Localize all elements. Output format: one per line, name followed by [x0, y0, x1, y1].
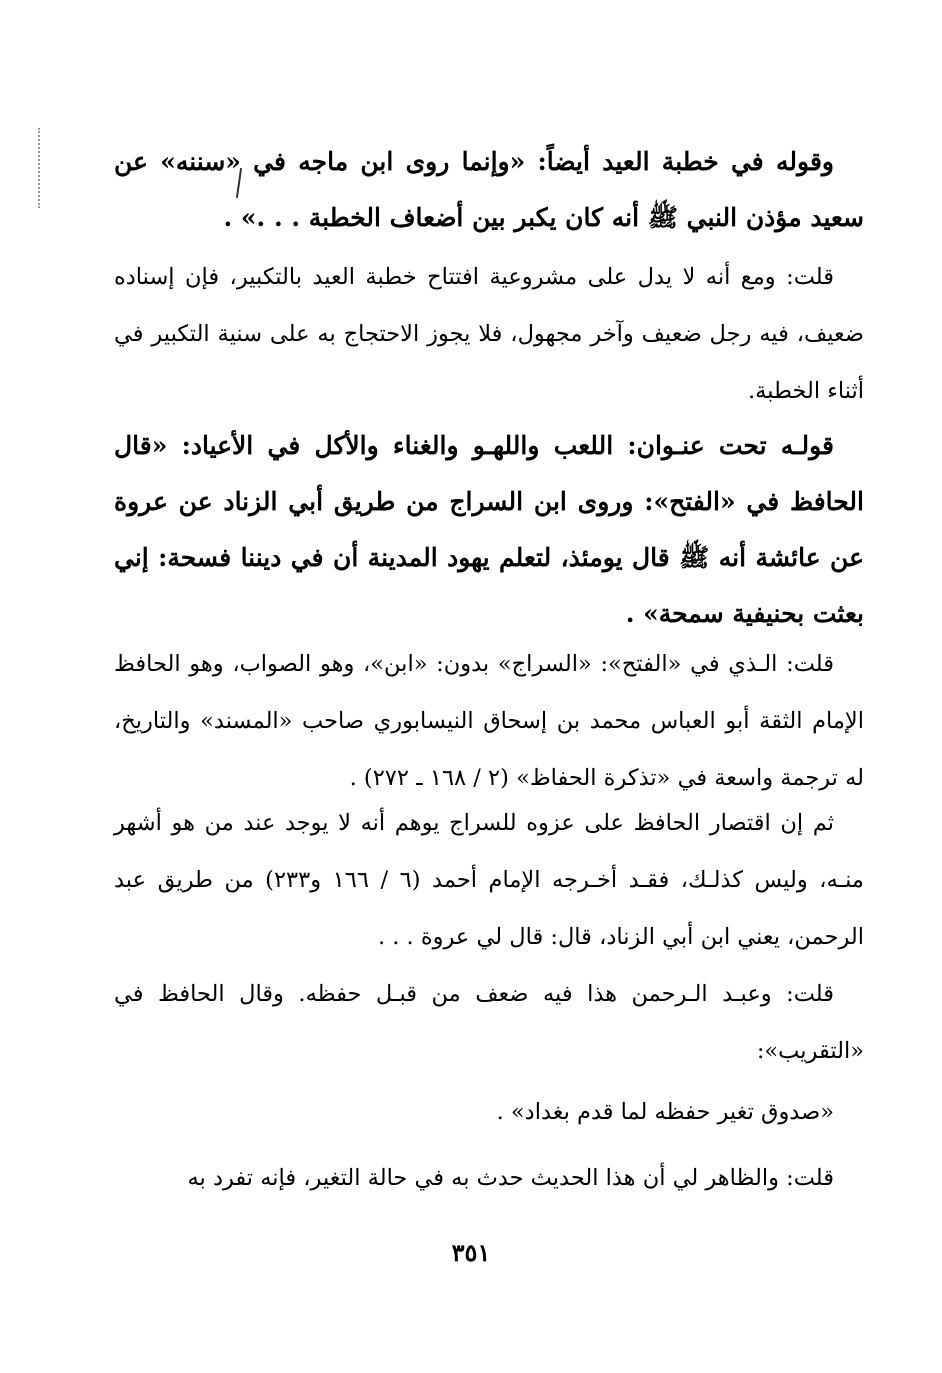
- paragraph-ahmad-takhrij: ثم إن اقتصار الحافظ على عزوه للسراج يوهم أنه لا يوجد عند من هو أشهر منـه، وليس كذلـك، فقـد أخـرجه الإمام أحمد (٦ / ١٦٦ و٢٣٣) من طريق عبد الرحمن، يعني ابن أبي الزناد، قال: قال لي عروة . . .: [114, 810, 864, 950]
- paragraph-eid-sermon-quote: وقوله في خطبة العيد أيضاً: «وإنما روى ابن ماجه في «سننه» عن سعيد مؤذن النبي ﷺ أنه كان يكبر بين أضعاف الخطبة . . .» .: [114, 147, 864, 232]
- paragraph-isnad-weakness: قلت: ومع أنه لا يدل على مشروعية افتتاح خطبة العيد بالتكبير، فإن إسناده ضعيف، فيه رجل ضعيف وآخر مجهول، فلا يجوز الاحتجاج به على سنية التكبير في أثناء الخطبة.: [114, 264, 864, 404]
- margin-dots: [38, 128, 44, 208]
- paragraph-play-and-festivals-quote: قولـه تحت عنـوان: اللعب واللهـو والغناء والأكل في الأعياد: «قال الحافظ في «الفتح»: وروى ابن السراج من طريق أبي الزناد عن عروة عن عائشة أنه ﷺ قال يومئذ، لتعلم يهود المدينة أن في ديننا فسحة: إني بعثت بحنيفية سمحة» .: [114, 431, 864, 628]
- paragraph-abdulrahman-weakness: قلت: وعبـد الـرحمن هذا فيه ضعف من قبـل حفظه. وقال الحافظ في «التقريب»:: [114, 981, 864, 1064]
- paragraph-taqrib-quote: «صدوق تغير حفظه لما قدم بغداد» .: [496, 1099, 834, 1125]
- page-number: ٣٥١: [451, 1238, 491, 1267]
- paragraph-al-sarraj-correction: قلت: الـذي في «الفتح»: «السراج» بدون: «ابن»، وهو الصواب، وهو الحافظ الإمام الثقة أبو العباس محمد بن إسحاق النيسابوري صاحب «المسند» والتاريخ، له ترجمة واسعة في «تذكرة الحفاظ» (٢ / ١٦٨ ـ ٢٧٢) .: [114, 651, 864, 791]
- paragraph-conclusion: قلت: والظاهر لي أن هذا الحديث حدث به في حالة التغير، فإنه تفرد به: [187, 1165, 834, 1191]
